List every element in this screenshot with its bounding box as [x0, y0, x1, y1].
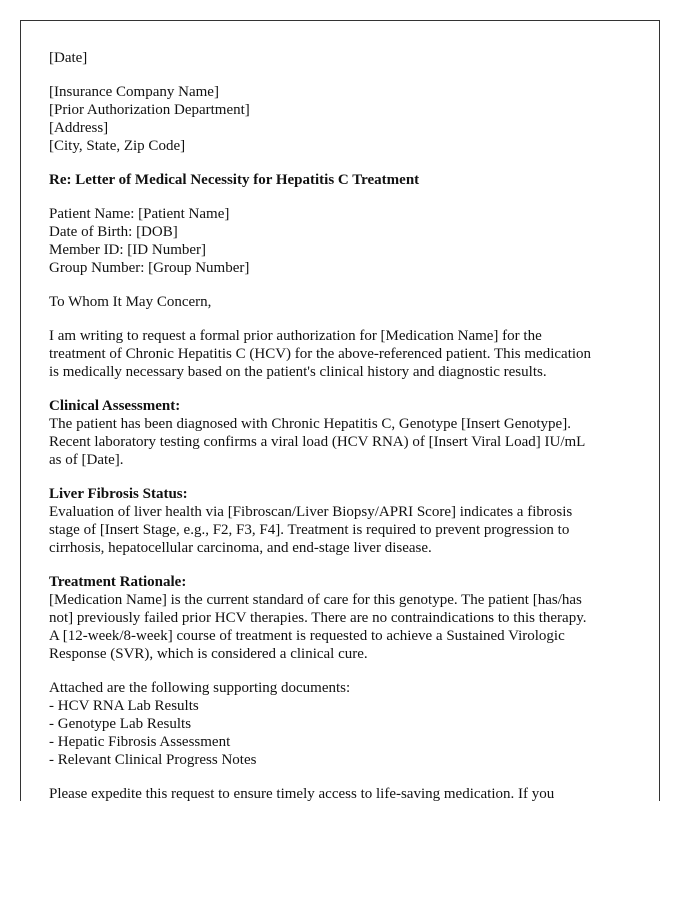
attachments-list: Attached are the following supporting documents: - HCV RNA Lab Results - Genotype Lab Results - Hepatic Fibrosis Assessment - Relevant Clinical Progress Notes: [49, 679, 659, 769]
section-heading: Treatment Rationale:: [49, 574, 187, 590]
section-heading: Clinical Assessment:: [49, 398, 181, 414]
member-id: Member ID: [ID Number]: [49, 242, 207, 258]
closing-paragraph: Please expedite this request to ensure timely access to life-saving medication. If you: [49, 786, 555, 801]
letter-page: [20, 20, 660, 801]
section-heading: Liver Fibrosis Status:: [49, 486, 188, 502]
recipient-line: [Address]: [49, 120, 109, 136]
treatment-rationale-section: Treatment Rationale: [Medication Name] is the current standard of care for this genotype. The patient [has/has not] previously failed prior HCV therapies. There are no contraindications to this therapy. A [12-week/8-week] course of treatment is requested to achieve a Sustained Virologic Response (SVR), which is considered a clinical cure.: [49, 573, 659, 663]
attachment-item: - Relevant Clinical Progress Notes: [49, 752, 257, 768]
patient-name: Patient Name: [Patient Name]: [49, 206, 230, 222]
intro-paragraph: I am writing to request a formal prior authorization for [Medication Name] for the treatment of Chronic Hepatitis C (HCV) for the above-referenced patient. This medication is medically necessary based on the patient's clinical history and diagnostic results.: [49, 328, 592, 380]
attachment-item: - Genotype Lab Results: [49, 716, 192, 732]
recipient-line: [Insurance Company Name]: [49, 84, 219, 100]
group-number: Group Number: [Group Number]: [49, 260, 250, 276]
recipient-line: [City, State, Zip Code]: [49, 138, 186, 154]
patient-info: [49, 205, 659, 277]
patient-dob: Date of Birth: [DOB]: [49, 224, 178, 240]
salutation: To Whom It May Concern,: [49, 294, 212, 310]
attachment-item: - Hepatic Fibrosis Assessment: [49, 734, 231, 750]
clinical-assessment-section: Clinical Assessment: The patient has been diagnosed with Chronic Hepatitis C, Genotype [Insert Genotype]. Recent laboratory testing confirms a viral load (HCV RNA) of [Insert Viral Load] IU/mL as of [Date].: [49, 397, 659, 469]
attachment-item: - HCV RNA Lab Results: [49, 698, 199, 714]
recipient-address: [49, 83, 659, 155]
letter-date: [Date]: [49, 50, 88, 66]
liver-fibrosis-section: Liver Fibrosis Status: Evaluation of liver health via [Fibroscan/Liver Biopsy/APRI Score] indicates a fibrosis stage of [Insert Stage, e.g., F2, F3, F4]. Treatment is required to prevent progression to cirrhosis, hepatocellular carcinoma, and end-stage liver disease.: [49, 485, 659, 557]
recipient-line: [Prior Authorization Department]: [49, 102, 250, 118]
subject-line: Re: Letter of Medical Necessity for Hepatitis C Treatment: [49, 172, 420, 188]
